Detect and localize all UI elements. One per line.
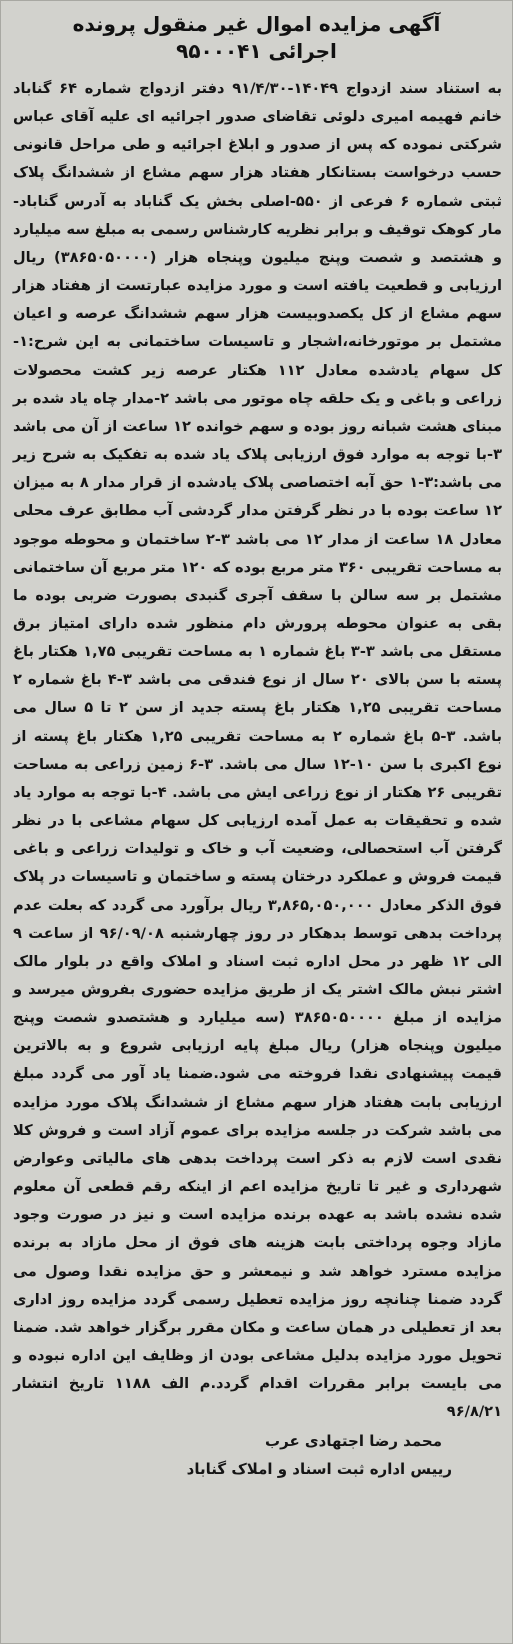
- notice-title: آگهی مزایده اموال غیر منقول پرونده: [72, 12, 441, 36]
- signer-title: رییس اداره ثبت اسناد و املاک گناباد: [186, 1459, 452, 1478]
- notice-header: [1, 1, 512, 69]
- notice-body: به استناد سند ازدواج ۱۴۰۴۹-۹۱/۴/۳۰ دفتر ازدواج شماره ۶۴ گناباد خانم فهیمه امیری دلوئی تقاضای صدور اجرائیه ای علیه آقای عباس شرکتی نموده که پس از صدور و ابلاغ اجرائیه و طی مراحل قانونی حسب درخواست بستانکار هفتاد هزار سهم مشاع از ششدانگ پلاک ثبتی شماره ۶ فرعی از ۵۵۰-اصلی بخش یک گناباد به آدرس گناباد-مار کوهک توقیف و برابر نظریه کارشناس رسمی به مبلغ سه میلیارد و هشتصد و شصت وپنج میلیون وپنجاه هزار (۳۸۶۵۰۵۰۰۰۰) ریال ارزیابی و قطعیت یافته است و مورد مزایده عبارتست از هفتاد هزار سهم مشاع از کل یکصدوبیست هزار سهم ششدانگ عرصه و اعیان مشتمل بر موتورخانه،اشجار و تاسیسات ساختمانی به این شرح:۱-کل سهام یادشده معادل ۱۱۲ هکتار عرصه زیر کشت محصولات زراعی و باغی و یک حلقه چاه موتور می باشد ۲-مدار چاه یاد شده بر مبنای هشت شبانه روز بوده و سهم خوانده ۱۲ ساعت از آن می باشد ۳-با توجه به موارد فوق ارزیابی پلاک یاد شده به تفکیک به شرح زیر می باشد:۳-۱ حق آبه اختصاصی پلاک یادشده از قرار مدار ۸ به میزان ۱۲ ساعت بوده با در نظر گرفتن مدار گردشی آب مطابق عرف محلی معادل ۱۸ ساعت از مدار ۱۲ می باشد ۳-۲ ساختمان و محوطه موجود به مساحت تقریبی ۳۶۰ متر مربع بوده که ۱۲۰ متر مربع آن ساختمانی مشتمل بر سه سالن با سقف آجری گنبدی بصورت ضربی بوده ما بقی به عنوان محوطه پرورش دام منظور شده دارای امتیاز برق مستقل می باشد ۳-۳ باغ شماره ۱ به مساحت تقریبی ۱,۷۵ هکتار باغ پسته با سن بالای ۲۰ سال از نوع فندقی می باشد ۳-۴ باغ شماره ۲ مساحت تقریبی ۱,۲۵ هکتار باغ پسته جدید از سن ۲ تا ۵ سال می باشد. ۳-۵ باغ شماره ۲ به مساحت تقریبی ۱,۲۵ هکتار باغ پسته از نوع اکبری با سن ۱۰-۱۲ سال می باشد. ۳-۶ زمین زراعی به مساحت تقریبی ۲۶ هکتار از نوع زراعی ایش می باشد. ۴-با توجه به موارد یاد شده و تحقیقات به عمل آمده ارزیابی کل سهام مشاعی با در نظر گرفتن آب استحصالی، وضعیت آب و خاک و تولیدات زراعی و باغی قیمت فروش و عملکرد درختان پسته و ساختمان و تاسیسات در پلاک فوق الذکر معادل ۳,۸۶۵,۰۵۰,۰۰۰ ریال برآورد می گردد که بعلت عدم پرداخت بدهی توسط بدهکار در روز چهارشنبه ۹۶/۰۹/۰۸ از ساعت ۹ الی ۱۲ ظهر در محل اداره ثبت اسناد و املاک واقع در بلوار مالک اشتر نبش مالک اشتر یک از طریق مزایده حضوری بفروش میرسد و مزایده از مبلغ ۳۸۶۵۰۵۰۰۰۰ (سه میلیارد و هشتصدو شصت وپنج میلیون وپنجاه هزار) ریال مبلغ پایه ارزیابی شروع و به بالاترین قیمت پیشنهادی نقدا فروخته می شود.ضمنا یاد آور می گردد مبلغ ارزیابی بابت هفتاد هزار سهم مشاع از ششدانگ پلاک مورد مزایده می باشد شرکت در جلسه مزایده برای عموم آزاد است و فروش کلا نقدی است لازم به ذکر است پرداخت بدهی های مالیاتی وعوارض شهرداری و غیر تا تاریخ مزایده اعم از اینکه رقم قطعی آن معلوم شده نشده باشد به عهده برنده مزایده است و نیز در صورت وجود مازاد وجوه پرداختی بابت هزینه های فوق از محل مازاد به برنده مزایده مسترد خواهد شد و نیمعشر و حق مزایده نقدا وصول می گردد ضمنا چنانچه روز مزایده تعطیل رسمی گردد مزایده روز اداری بعد از تعطیلی در همان ساعت و مکان مقرر برگزار خواهد شد. ضمنا تحویل مورد مزایده بدلیل مشاعی بودن از وظایف این اداره نبوده و می بایست برابر مقررات اقدام گردد.م الف ۱۱۸۸ تاریخ انتشار ۹۶/۸/۲۱: [13, 80, 503, 1421]
- signer-name: محمد رضا اجتهادی عرب: [265, 1431, 442, 1450]
- notice-file-number: اجرائی ۹۵۰۰۰۴۱: [176, 39, 337, 63]
